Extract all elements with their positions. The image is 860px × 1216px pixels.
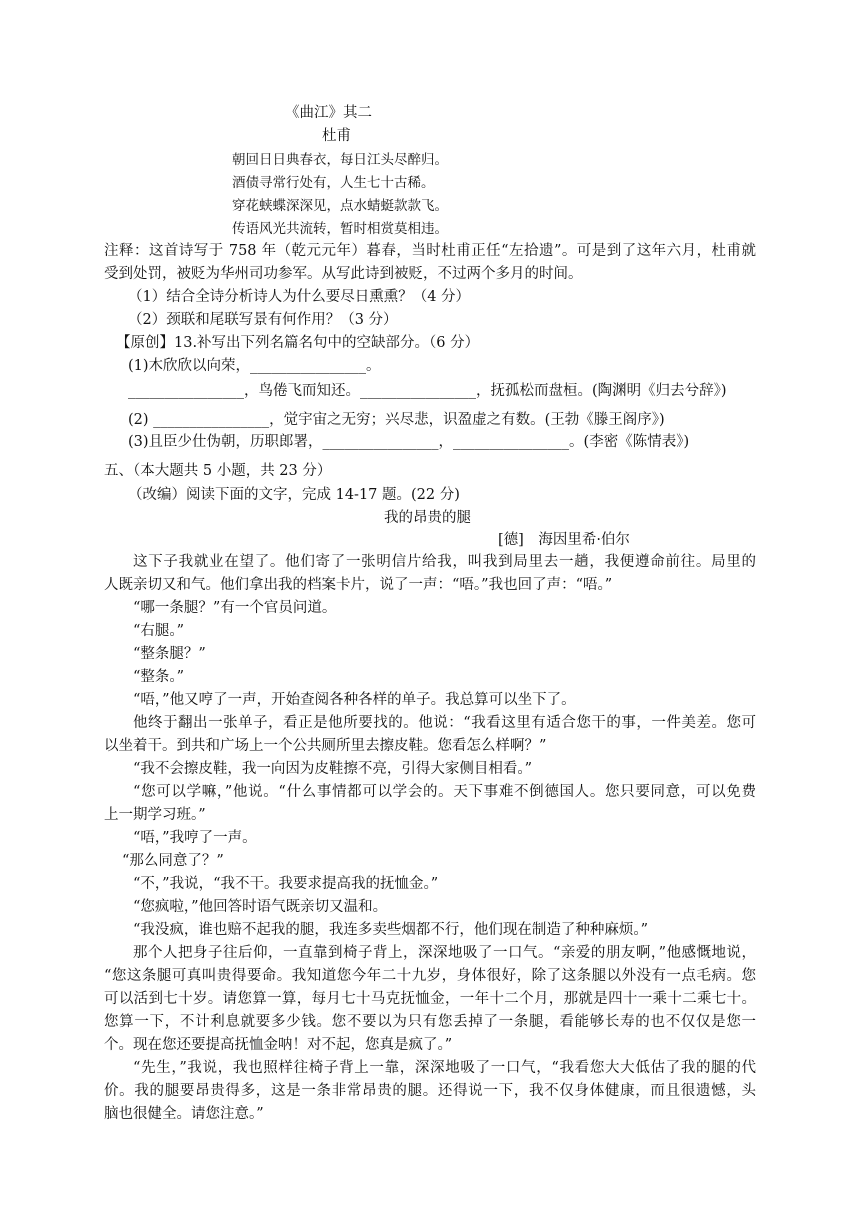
story-line: “那么同意了？” bbox=[122, 853, 224, 869]
poem-note: 注释：这首诗写于 758 年（乾元元年）暮春，当时杜甫正任“左拾遗”。可是到了这年六月，杜甫就 bbox=[104, 243, 756, 259]
story-line: “先生，”我说，我也照样往椅子背上一靠，深深地吸了一口气，“我看您大大低估了我的腿的代 bbox=[133, 1060, 756, 1076]
story-line: 您算一下，不计利息就要多少钱。您不要以为只有您丢掉了一条腿，看能够长寿的也不仅仅是您一 bbox=[104, 1014, 756, 1030]
question-text: （1）结合全诗分析诗人为什么要尽日熏熏？（4 分） bbox=[128, 289, 471, 305]
story-line: 人既亲切又和气。他们拿出我的档案卡片，说了一声：“唔。”我也回了声：“唔。” bbox=[104, 577, 613, 593]
poem-note: 受到处罚，被贬为华州司功参军。从写此诗到被贬，不过两个多月的时间。 bbox=[104, 266, 583, 282]
story-line: “您疯啦，”他回答时语气既亲切又温和。 bbox=[133, 899, 388, 915]
section-header: 五、（本大题共 5 小题，共 23 分） bbox=[104, 463, 332, 479]
story-line: “您可以学嘛，”他说。“什么事情都可以学会的。天下事难不倒德国人。您只要同意，可以免费 bbox=[133, 784, 756, 800]
story-line: “右腿。” bbox=[133, 623, 185, 639]
story-line: “哪一条腿？”有一个官员问道。 bbox=[133, 600, 337, 616]
story-line: “我不会擦皮鞋，我一向因为皮鞋擦不亮，引得大家侧目相看。” bbox=[133, 761, 533, 777]
story-line: “唔，”他又哼了一声，开始查阅各种各样的单子。我总算可以坐下了。 bbox=[133, 692, 576, 708]
poem-line: 朝回日日典春衣，每日江头尽醉归。 bbox=[232, 152, 448, 168]
story-line: 以坐着干。到共和广场上一个公共厕所里去擦皮鞋。您看怎么样啊？” bbox=[104, 738, 547, 754]
story-author: [德] 海因里希·伯尔 bbox=[498, 532, 630, 548]
section-instruction: （改编）阅读下面的文字，完成 14-17 题。(22 分) bbox=[128, 487, 460, 503]
question-text: （2）颈联和尾联写景有何作用？（3 分） bbox=[128, 312, 398, 328]
q13-header: 【原创】13.补写出下列名篇名句中的空缺部分。（6 分） bbox=[116, 335, 480, 351]
fill-blank-item: (3)且臣少仕伪朝，历职郎署，________________，________________。(李密《陈情表》) bbox=[128, 434, 690, 450]
story-line: 可以活到七十岁。请您算一算，每月七十马克抚恤金，一年十二个月，那就是四十一乘十二乘七十。 bbox=[104, 991, 756, 1007]
poem-author: 杜甫 bbox=[322, 128, 351, 144]
poem-title: 《曲江》其二 bbox=[285, 105, 372, 121]
story-line: “唔，”我哼了一声。 bbox=[133, 830, 257, 846]
story-line: 这下子我就业在望了。他们寄了一张明信片给我，叫我到局里去一趟，我便遵命前往。局里的 bbox=[133, 554, 756, 570]
story-line: “整条。” bbox=[133, 669, 185, 685]
poem-line: 穿花蛱蝶深深见，点水蜻蜓款款飞。 bbox=[232, 198, 448, 214]
story-line: 价。我的腿要昂贵得多，这是一条非常昂贵的腿。还得说一下，我不仅身体健康，而且很遗憾，头 bbox=[104, 1083, 756, 1099]
story-line: 脑也很健全。请您注意。” bbox=[104, 1106, 264, 1122]
story-line: 个。现在您还要提高抚恤金呐！对不起，您真是疯了。” bbox=[104, 1037, 453, 1053]
story-line: “整条腿？” bbox=[133, 646, 206, 662]
story-title: 我的昂贵的腿 bbox=[384, 510, 471, 526]
story-line: 他终于翻出一张单子，看正是他所要找的。他说：“我看这里有适合您干的事，一件美差。您可 bbox=[133, 715, 756, 731]
story-line: “不，”我说，“我不干。我要求提高我的抚恤金。” bbox=[133, 876, 439, 892]
poem-line: 传语风光共流转，暂时相赏莫相违。 bbox=[232, 221, 448, 237]
story-line: “您这条腿可真叫贵得要命。我知道您今年二十九岁，身体很好，除了这条腿以外没有一点毛病。您 bbox=[104, 968, 756, 984]
story-line: 那个人把身子往后仰，一直靠到椅子背上，深深地吸了一口气。“亲爱的朋友啊，”他感慨地说， bbox=[133, 945, 756, 961]
poem-line: 酒债寻常行处有，人生七十古稀。 bbox=[232, 175, 435, 191]
story-line: “我没疯，谁也赔不起我的腿，我连多卖些烟都不行，他们现在制造了种种麻烦。” bbox=[133, 922, 649, 938]
fill-blank-item: ________________，鸟倦飞而知还。________________，抚孤松而盘桓。(陶渊明《归去兮辞》) bbox=[128, 383, 727, 399]
story-line: 上一期学习班。” bbox=[104, 807, 206, 823]
fill-blank-item: (2) ________________，觉宇宙之无穷；兴尽悲，识盈虚之有数。(王勃《滕王阁序》) bbox=[128, 412, 665, 428]
fill-blank-item: (1)木欣欣以向荣，________________。 bbox=[128, 358, 381, 374]
